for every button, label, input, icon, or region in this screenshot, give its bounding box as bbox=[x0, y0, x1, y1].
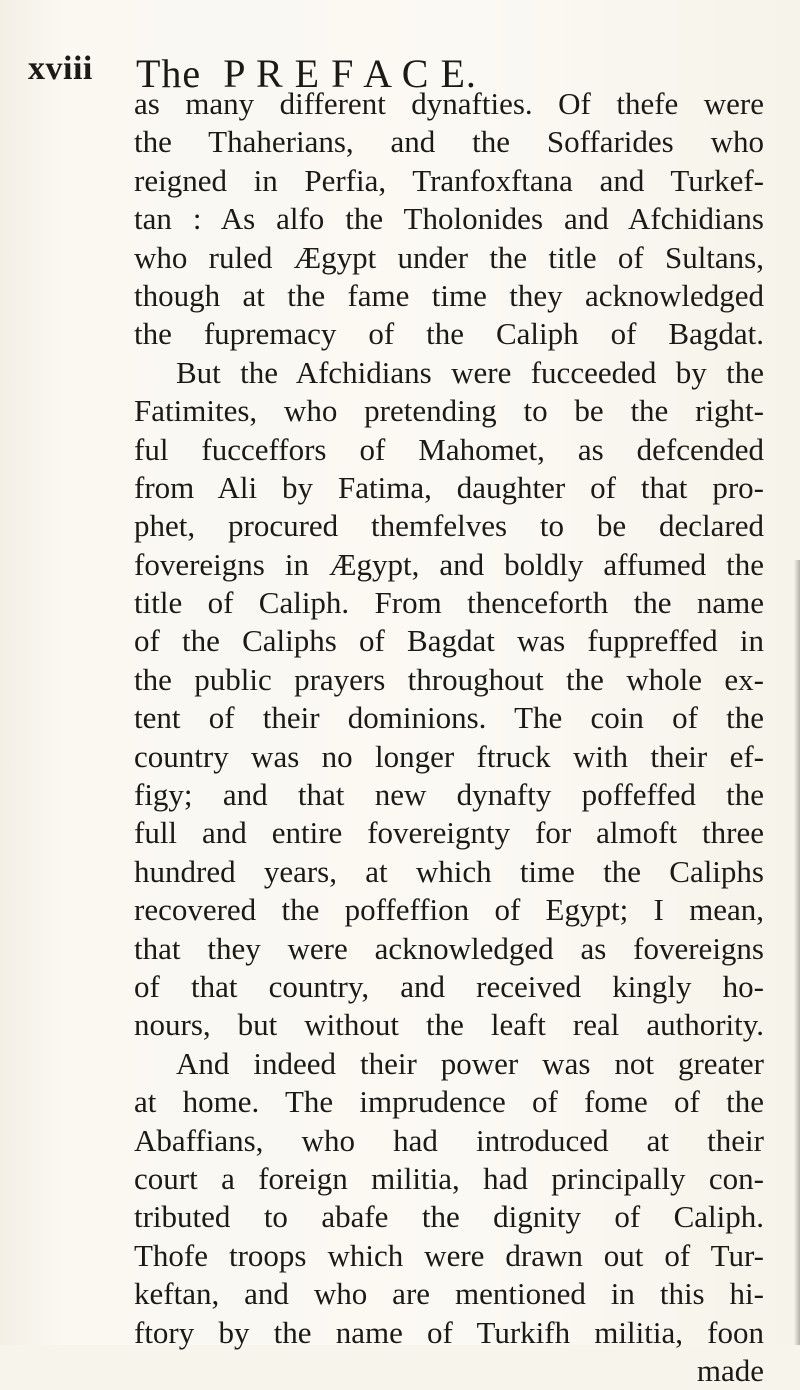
text-line: at home. The imprudence of fome of the bbox=[134, 1084, 764, 1120]
catchword: made bbox=[696, 1352, 764, 1388]
text-line: phet, procured themfelves to be declared bbox=[134, 508, 764, 544]
text-line: the fupremacy of the Caliph of Bagdat. bbox=[134, 316, 764, 352]
text-line: though at the fame time they acknowledged bbox=[134, 277, 764, 313]
body-text bbox=[134, 85, 764, 1390]
text-line: country was no longer ftruck with their ef- bbox=[134, 738, 764, 774]
page-edge-shadow bbox=[794, 560, 800, 1345]
text-line: recovered the poffeffion of Egypt; I mean, bbox=[134, 892, 764, 928]
text-line: court a foreign militia, had principally con- bbox=[134, 1160, 764, 1196]
text-line: fovereigns in Ægypt, and boldly affumed the bbox=[134, 546, 764, 582]
text-line: Fatimites, who pretending to be the right- bbox=[134, 393, 764, 429]
text-line: who ruled Ægypt under the title of Sultans, bbox=[134, 239, 764, 275]
text-line: But the Afchidians were fucceeded by the bbox=[176, 354, 764, 390]
text-line: of the Caliphs of Bagdat was fuppreffed in bbox=[134, 623, 764, 659]
text-line: tributed to abafe the dignity of Caliph. bbox=[134, 1199, 764, 1235]
text-line: nours, but without the leaft real authority. bbox=[134, 1007, 764, 1043]
text-line: Abaffians, who had introduced at their bbox=[134, 1122, 764, 1158]
text-line: hundred years, at which time the Caliphs bbox=[134, 853, 764, 889]
text-line: as many different dynafties. Of thefe were bbox=[134, 86, 764, 121]
text-line: title of Caliph. From thenceforth the name bbox=[134, 585, 764, 621]
running-title: The P R E F A C E. bbox=[136, 51, 477, 96]
text-line: tent of their dominions. The coin of the bbox=[134, 700, 764, 736]
text-line: keftan, and who are mentioned in this hi- bbox=[134, 1276, 764, 1312]
text-line: Thofe troops which were drawn out of Tur- bbox=[134, 1237, 764, 1273]
text-line: of that country, and received kingly ho- bbox=[134, 968, 764, 1004]
text-line: ful fucceffors of Mahomet, as defcended bbox=[134, 431, 764, 467]
text-line: And indeed their power was not greater bbox=[176, 1045, 764, 1081]
text-line: figy; and that new dynafty poffeffed the bbox=[134, 777, 764, 813]
text-line: tan : As alfo the Tholonides and Afchidians bbox=[134, 201, 764, 237]
text-line: full and entire fovereignty for almoft three bbox=[134, 815, 764, 851]
text-line: the public prayers throughout the whole ex- bbox=[134, 661, 764, 697]
text-line: the Thaherians, and the Soffarides who bbox=[134, 124, 764, 160]
page-header bbox=[28, 50, 788, 96]
text-line: from Ali by Fatima, daughter of that pro- bbox=[134, 469, 764, 505]
text-line: that they were acknowledged as fovereigns bbox=[134, 930, 764, 966]
text-line: ftory by the name of Turkifh militia, foon bbox=[134, 1314, 764, 1350]
text-line: reigned in Perfia, Tranfoxftana and Turkef- bbox=[134, 162, 764, 198]
page-number: xviii bbox=[28, 50, 93, 87]
